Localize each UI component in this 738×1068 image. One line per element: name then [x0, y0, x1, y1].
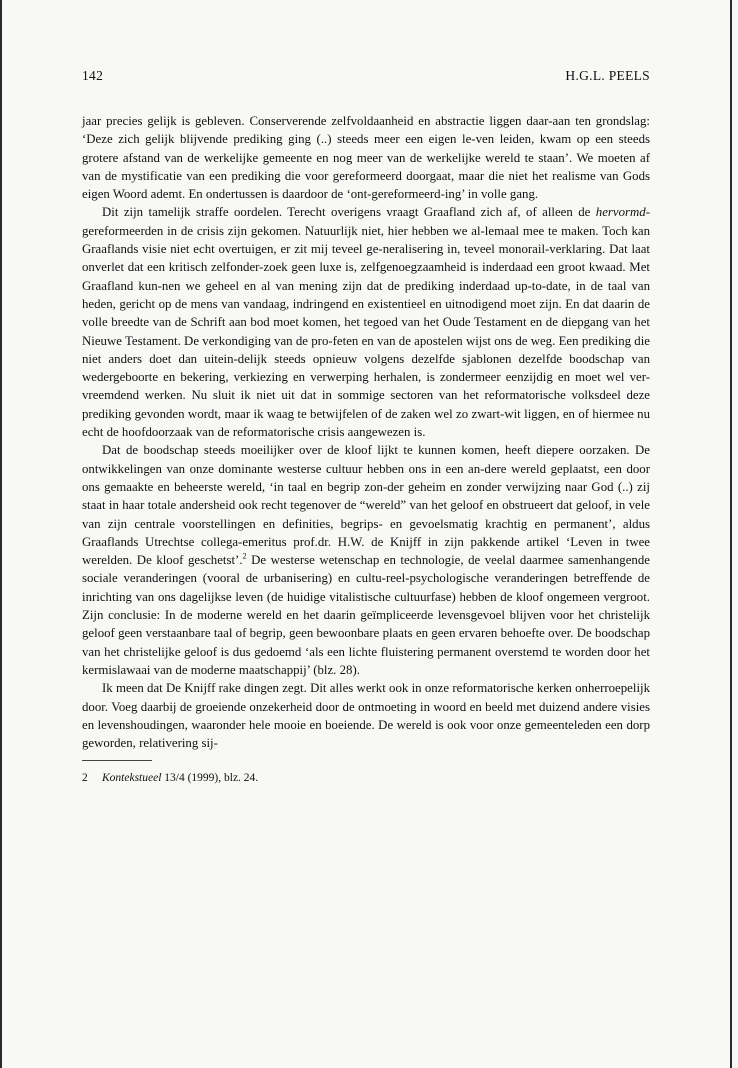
paragraph-1	[82, 112, 650, 203]
footnote-2	[82, 771, 650, 786]
paragraph-4	[82, 679, 650, 752]
running-author: H.G.L. PEELS	[565, 68, 650, 83]
paragraph-4-text: Ik meen dat De Knijff rake dingen zegt. Dit alles werkt ook in onze reformatorische kerken onherroepelijk door. Voeg daarbij de groeiende onzekerheid door de ontmoeting in woord en beeld met duizend andere visies en levenshoudingen, waaronder hele mooie en boeiende. De wereld is ook voor onze gemeenteleden een dorp geworden, relativering sij-	[82, 681, 650, 751]
page-edge-right	[730, 0, 732, 1068]
running-head	[82, 66, 650, 86]
paragraph-2-text-a: Dit zijn tamelijk straffe oordelen. Terecht overigens vraagt Graafland zich af, of alleen de	[102, 205, 596, 220]
page-number: 142	[82, 68, 104, 83]
footnote-number: 2	[82, 772, 88, 785]
footnotes	[82, 760, 650, 786]
paragraph-1-text: jaar precies gelijk is gebleven. Conserverende zelfvoldaanheid en abstractie liggen daar-aan ten grondslag: ‘Deze zich gelijk blijvende prediking ging (..) steeds meer een eigen le-ven leiden, kwam op een steeds grotere afstand van de werkelijke gemeente en nog meer van de werkelijke wereld te staan’. We moeten af van de mystificatie van een prediking die voor gereformeerd doorgaat, maar die niet het realisme van Gods eigen Woord ademt. En ondertussen is daardoor de ‘ont-gereformeerd-ing’ in volle gang.	[82, 114, 650, 202]
paragraph-2-text-b: -gereformeerden in de crisis zijn gekomen. Natuurlijk niet, hier hebben we al-lemaal mee te maken. Toch kan Graaflands visie niet echt overtuigen, er zit mij teveel ge-neralisering in, teveel monorail-verklaring. Dat laat onverlet dat een kritisch zelfonder-zoek geen luxe is, zelfgenoegzaamheid is inderdaad een groot kwaad. Met Graafland kun-nen we geheel en al van mening zijn dat de prediking inderdaad up-to-date, in de taal van heden, gericht op de mens van vandaag, indringend en existentieel en uitnodigend moet zijn. En dat daarin de volle breedte van de Schrift aan bod moet komen, het tegoed van het Oude Testament en de diepgang van het Nieuwe Testament. De verkondiging van de pro-feten en van de apostelen wijst ons de weg. Een prediking die niet anders doet dan uitein-delijk steeds opnieuw volgens dezelfde sjablonen dezelfde boodschap van wedergeboorte en bekering, verkiezing en verwerping herhalen, is zondermeer eenzijdig en moet wel ver-vreemdend werken. Nu sluit ik niet uit dat in sommige sectoren van het reformatorische volksdeel deze prediking gevonden wordt, maar ik waag te betwijfelen of de zaken wel zo zwart-wit liggen, en of hiermee nu echt de hoofdoorzaak van de reformatorische crisis aangewezen is.	[82, 205, 650, 440]
footnote-ref: 2	[242, 551, 247, 561]
paragraph-3	[82, 441, 650, 679]
book-page	[82, 66, 650, 786]
paragraph-2	[82, 203, 650, 441]
page-edge-left	[0, 0, 2, 1068]
footnote-rule	[82, 760, 152, 761]
body-text	[82, 112, 650, 752]
footnote-journal-title: Kontekstueel	[102, 772, 162, 785]
paragraph-3-text-a: Dat de boodschap steeds moeilijker over de kloof lijkt te kunnen komen, heeft diepere oorzaken. De ontwikkelingen van onze dominante westerse cultuur hebben ons in een an-dere wereld geplaatst, een door ons gemaakte en beheerste wereld, ‘in taal en begrip zon-der geheim en zonder verwijzing naar God (..) zij staat in haar totale andersheid ook recht tegenover de “wereld” van het geloof en obstrueert dat geloof, in vele van zijn centrale voorstellingen en definities, begrips- en gevoelsmatig krachtig en permanent’, aldus Graaflands Utrechtse collega-emeritus prof.dr. H.W. de Knijff in zijn pakkende artikel ‘Leven in twee werelden. De kloof geschetst’.	[82, 443, 650, 568]
footnote-citation: 13/4 (1999), blz. 24.	[161, 772, 259, 785]
paragraph-2-italic-term: hervormd	[595, 205, 646, 220]
paragraph-3-text-b: De westerse wetenschap en technologie, de veelal daarmee samenhangende sociale veranderingen (vooral de urbanisering) en cultu-reel-psychologische veranderingen betreffende de inrichting van ons dagelijkse leven (de huidige vitalistische cultuurfase) hebben de kloof ongemeen vergroot. Zijn conclusie: In de moderne wereld en het daarin geïmpliceerde levensgevoel blijven voor het christelijk geloof geen verstaanbare taal of begrip, geen bewoonbare plaats en geen ervaren behoefte over. De boodschap van het christelijke geloof is dus gedoemd ‘als een lichte fluistering permanent overstemd te worden door het kermislawaai van de moderne maatschappij’ (blz. 28).	[82, 553, 650, 677]
